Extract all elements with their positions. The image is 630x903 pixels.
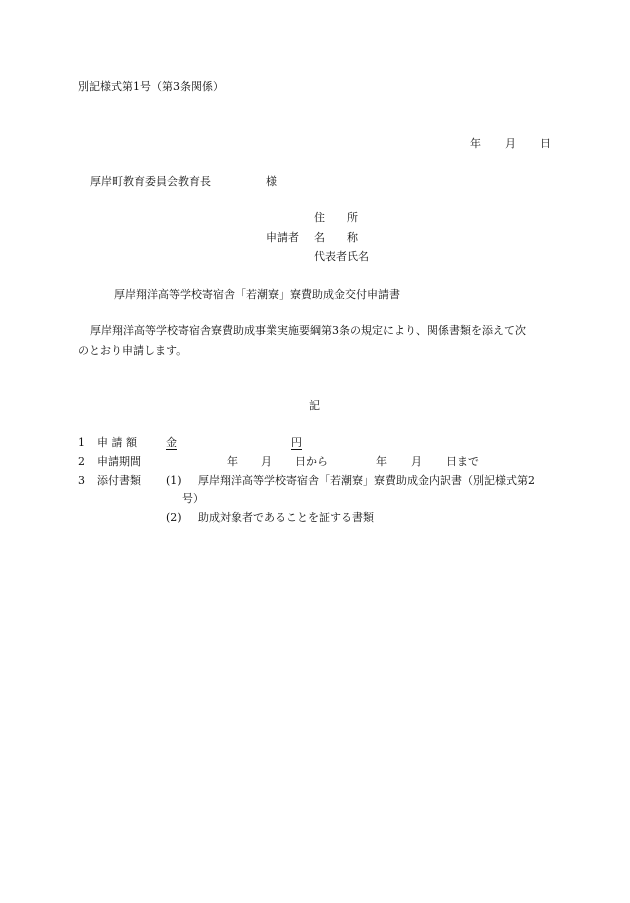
body-line-1: 厚岸翔洋高等学校寄宿舎寮費助成事業実施要綱第3条の規定により、関係書類を添えて次 (90, 324, 526, 337)
amount-suffix: 円 (291, 436, 302, 449)
doc2-text: 助成対象者であることを証する書類 (198, 511, 374, 524)
item-number: 1 (78, 436, 85, 449)
period-year-to: 年 (376, 455, 387, 468)
date-month: 月 (505, 137, 516, 150)
date-year: 年 (470, 137, 481, 150)
item-number: 3 (78, 474, 85, 487)
document-title: 厚岸翔洋高等学校寄宿舎「若潮寮」寮費助成金交付申請書 (114, 288, 400, 301)
address-label: 住 所 (314, 211, 358, 224)
item-number: 2 (78, 455, 85, 468)
addressee-name: 厚岸町教育委員会教育長 (90, 175, 211, 188)
period-to: 日まで (446, 455, 479, 468)
doc2-number: (2) (166, 511, 182, 524)
doc1-continuation: 号） (182, 492, 204, 505)
doc1-text: 厚岸翔洋高等学校寄宿舎「若潮寮」寮費助成金内訳書（別記様式第2 (198, 474, 535, 487)
item-label: 添付書類 (97, 474, 141, 487)
form-number: 別記様式第1号（第3条関係） (78, 80, 224, 93)
amount-field (166, 436, 308, 449)
body-line-2: のとおり申請します。 (78, 344, 188, 357)
amount-prefix: 金 (166, 436, 177, 449)
period-from: 日から (295, 455, 328, 468)
doc1-number: (1) (166, 474, 182, 487)
period-month-from: 月 (261, 455, 272, 468)
period-year-from: 年 (227, 455, 238, 468)
item-label: 申 請 額 (97, 436, 137, 449)
item-label: 申請期間 (97, 455, 141, 468)
representative-label: 代表者氏名 (314, 250, 369, 263)
addressee-honorific: 様 (266, 175, 277, 188)
date-day: 日 (540, 137, 551, 150)
period-month-to: 月 (411, 455, 422, 468)
name-label: 名 称 (314, 231, 358, 244)
applicant-label: 申請者 (266, 231, 299, 244)
ki-heading: 記 (309, 399, 320, 412)
